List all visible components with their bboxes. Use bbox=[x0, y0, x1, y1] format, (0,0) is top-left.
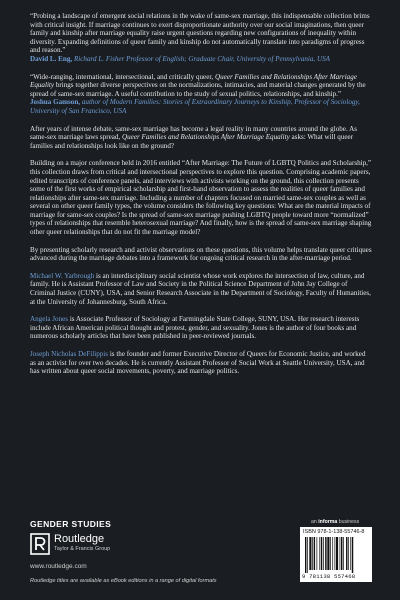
publisher-subtitle: Taylor & Francis Group bbox=[54, 546, 111, 552]
editor-bio bbox=[30, 272, 372, 306]
blurb-author: Joshua Gamson, bbox=[30, 98, 81, 107]
informa-post: business bbox=[338, 519, 360, 525]
editor-bio-text: is Associate Professor of Sociology at Farmingdale State College, SUNY, USA. Her research interests include African American political thought and protest, gender, and sexuality. Jones is the author of four books and numerous scholarly articles that have been published in peer-reviewed journals. bbox=[30, 315, 360, 341]
blurb-quote: “Probing a landscape of emergent social relations in the wake of same-sex marriage, this indispensable collection brims with critical insight. If marriage continues to exert disproportionate authority over our social imaginations, then queer family and kinship after marriage equality raise urgent questions regarding new configurations of inequality within diversity. Expanding definitions of queer family and kinship do not automatically translate into paradigms of progress and reason.” bbox=[30, 12, 370, 55]
publisher-logo bbox=[30, 532, 140, 556]
intro-book-title: Queer Families and Relationships After Marriage Equality bbox=[122, 133, 290, 142]
blurb-role: Richard L. Fisher Professor of English; Graduate Chair, University of Pennsylvania, USA bbox=[73, 54, 330, 63]
editor-name: Joseph Nicholas DeFilippis bbox=[30, 350, 109, 358]
publisher-name: Routledge bbox=[54, 533, 105, 545]
editor-name: Angela Jones bbox=[30, 315, 69, 324]
editor-bio-text: is an interdisciplinary social scientist whose work explores the intersection of law, culture, and family. He is Assistant Professor of Law and Society in the Political Science Department of John Jay College of Criminal Justice (CUNY), USA, and Senior Research Associate in the Department of Sociology, Faculty of Humanities, at the University of Johannesburg, South Africa. bbox=[30, 271, 371, 306]
informa-pre: an bbox=[311, 519, 317, 525]
description-paragraph: By presenting scholarly research and activist observations on these questions, this volume helps translate queer critiques advanced during the marriage debates into a framework for ongoing critical research in the after-marriage period. bbox=[30, 245, 372, 263]
editor-bio-text: is the founder and former Executive Director of Queers for Economic Justice, and worked as an activist for over two decades. He is currently Assistant Professor of Social Work at Seattle University, USA, and has written about queer social movements, poverty, and marriage politics. bbox=[30, 350, 366, 376]
editor-name: Michael W. Yarbrough bbox=[30, 271, 95, 280]
intro-paragraph bbox=[30, 125, 372, 151]
blurb-quote-start: “Wide-ranging, international, intersectional, and critically queer, bbox=[30, 72, 214, 81]
review-blurb-1 bbox=[30, 12, 372, 64]
intro-text-end: asks: What will queer families and relationships look like on the ground? bbox=[30, 133, 354, 150]
blurb-book-title: Queer Families and Relationships After Marriage Equality bbox=[30, 72, 357, 90]
ebook-note: Routledge titles are available as eBook editions in a range of digital formats bbox=[30, 578, 217, 584]
publisher-url: www.routledge.com bbox=[30, 563, 87, 570]
routledge-mark-icon bbox=[30, 533, 50, 555]
review-blurb-2 bbox=[30, 73, 372, 116]
isbn-text: ISBN 978-1-138-55746-8 bbox=[303, 529, 365, 535]
description-paragraph: Building on a major conference held in 2016 entitled “After Marriage: The Future of LGBTQ Politics and Scholarship,” this collection draws from critical and intersectional perspectives to explore this question. Comprising academic papers, edited transcripts of conference panels, and interviews with activists working on the ground, this collection presents some of the first works of empirical scholarship and first-hand observation to assess the realities of queer families and relationships after same-sex marriage. Including a number of chapters focused on married same-sex couples as well as several on other queer family types, the volume considers the following key questions: What are the material impacts of marriage for same-sex couples? Is the spread of same-sex marriage pushing LGBTQ people toward more “normalized” types of relationships that resemble heterosexual marriage? And finally, how is the spread of same-sex marriage shaping other queer relationships that do not fit the marriage model? bbox=[30, 159, 372, 237]
isbn-barcode-panel bbox=[300, 527, 372, 582]
editor-bio bbox=[30, 315, 372, 341]
barcode-digits: 9 781138 557468 bbox=[302, 573, 356, 580]
intro-text-start: After years of intense debate, same-sex marriage has become a legal reality in many countries around the globe. As same-sex marriage laws spread, bbox=[30, 124, 357, 142]
blurb-attribution bbox=[30, 55, 372, 64]
blurb-attribution bbox=[30, 98, 372, 115]
barcode-icon bbox=[305, 537, 367, 573]
blurb-quote-end: brings together diverse perspectives on the normalizations, intimacies, and material changes generated by the spread of same-sex marriage. A useful contribution to the study of sexual politics, relationships, and kinship.” bbox=[30, 81, 366, 98]
subject-category: GENDER STUDIES bbox=[30, 519, 112, 529]
informa-brand: informa bbox=[318, 519, 338, 525]
informa-tagline bbox=[311, 519, 359, 525]
editor-bio bbox=[30, 350, 372, 376]
blurb-author: David L. Eng, bbox=[30, 54, 73, 63]
cover-text bbox=[30, 12, 372, 385]
blurb-role: author of Modern Families: Stories of Extraordinary Journeys to Kinship, Professor of Sociology, University of San Francisco, USA bbox=[30, 98, 360, 115]
